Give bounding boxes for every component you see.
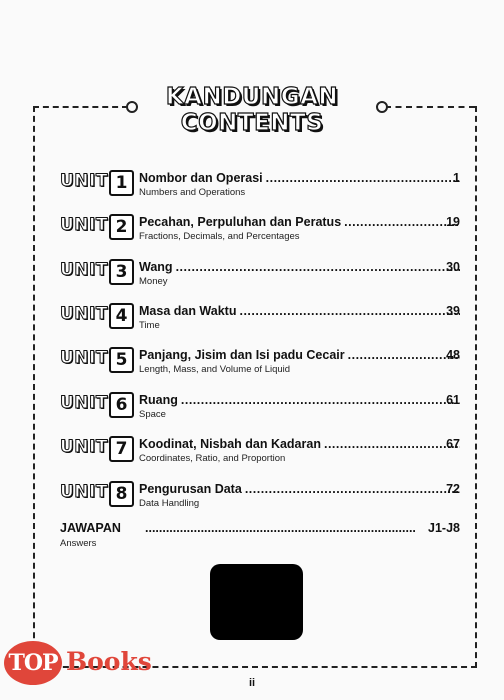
unit-number: 3 xyxy=(109,259,134,285)
unit-title: Panjang, Jisim dan Isi padu Cecair xyxy=(139,348,345,362)
unit-page: 72 xyxy=(446,482,460,496)
unit-number: 1 xyxy=(109,170,134,196)
unit-number: 4 xyxy=(109,303,134,329)
unit-title-line xyxy=(139,304,463,318)
leader-dots xyxy=(348,348,460,362)
unit-page: 39 xyxy=(446,304,460,318)
unit-number: 2 xyxy=(109,214,134,240)
unit-page: 1 xyxy=(453,171,460,185)
unit-title-line xyxy=(139,393,463,407)
unit-title: Nombor dan Operasi xyxy=(139,171,263,185)
leader-dots xyxy=(266,171,460,185)
unit-number: 8 xyxy=(109,481,134,507)
unit-page: 67 xyxy=(446,437,460,451)
unit-subtitle: Coordinates, Ratio, and Proportion xyxy=(139,453,286,464)
leader-dots xyxy=(324,437,460,451)
unit-title-line xyxy=(139,215,463,229)
redacted-block xyxy=(210,564,303,640)
unit-page: 61 xyxy=(446,393,460,407)
leader-dots xyxy=(181,393,460,407)
unit-title-line xyxy=(139,348,463,362)
unit-subtitle: Length, Mass, and Volume of Liquid xyxy=(139,364,291,375)
unit-label: UNIT xyxy=(60,171,108,191)
unit-title-line xyxy=(139,437,463,451)
unit-number: 6 xyxy=(109,392,134,418)
unit-number: 5 xyxy=(109,347,134,373)
unit-page: 19 xyxy=(446,215,460,229)
unit-title: Ruang xyxy=(139,393,178,407)
unit-label: UNIT xyxy=(60,215,108,235)
heading-kandungan: KANDUNGAN xyxy=(165,84,339,110)
unit-title: Pengurusan Data xyxy=(139,482,242,496)
answers-subtitle: Answers xyxy=(60,538,97,549)
leader-dots xyxy=(239,304,460,318)
unit-label: UNIT xyxy=(60,348,108,368)
unit-label: UNIT xyxy=(60,304,108,324)
answers-leader-dots xyxy=(145,521,415,535)
unit-title-line xyxy=(139,260,463,274)
answers-title: JAWAPAN xyxy=(60,521,121,535)
page-number: ii xyxy=(248,677,256,689)
leader-dots xyxy=(344,215,460,229)
unit-subtitle: Fractions, Decimals, and Percentages xyxy=(139,231,300,242)
unit-number: 7 xyxy=(109,436,134,462)
unit-label: UNIT xyxy=(60,393,108,413)
unit-subtitle: Space xyxy=(139,409,166,420)
unit-title: Wang xyxy=(139,260,173,274)
unit-title-line xyxy=(139,171,463,185)
leader-dots xyxy=(176,260,460,274)
logo-top-text: TOP xyxy=(4,641,62,685)
unit-title: Koodinat, Nisbah dan Kadaran xyxy=(139,437,321,451)
answers-page: J1-J8 xyxy=(428,521,460,535)
unit-subtitle: Money xyxy=(139,276,168,287)
unit-title: Masa dan Waktu xyxy=(139,304,237,318)
unit-label: UNIT xyxy=(60,482,108,502)
unit-subtitle: Time xyxy=(139,320,160,331)
unit-label: UNIT xyxy=(60,437,108,457)
leader-dots xyxy=(245,482,460,496)
logo-books-text: Books xyxy=(66,647,152,676)
heading-contents: CONTENTS xyxy=(180,110,324,136)
unit-title: Pecahan, Perpuluhan dan Peratus xyxy=(139,215,342,229)
unit-label: UNIT xyxy=(60,260,108,280)
unit-page: 30 xyxy=(446,260,460,274)
unit-subtitle: Data Handling xyxy=(139,498,200,509)
unit-page: 48 xyxy=(446,348,460,362)
unit-subtitle: Numbers and Operations xyxy=(139,187,246,198)
unit-title-line xyxy=(139,482,463,496)
